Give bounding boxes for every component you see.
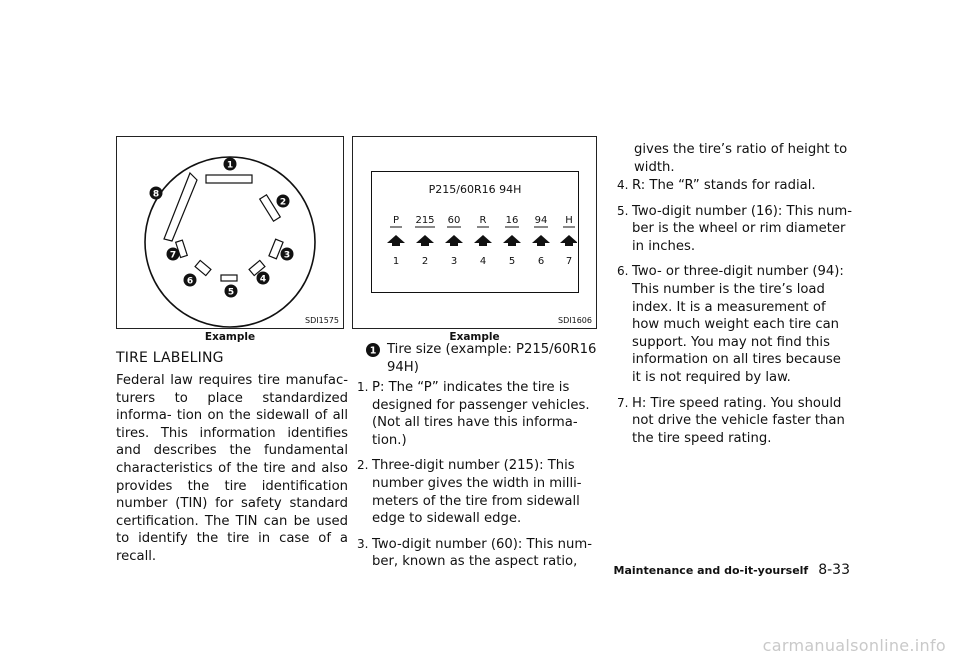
svg-text:8: 8 xyxy=(152,189,160,200)
item-list-middle xyxy=(357,379,597,571)
figure-code: SDI1606 xyxy=(558,316,592,325)
figure-tire-size xyxy=(352,136,597,329)
section-intro: Federal law requires tire manufac- turers to place standardized informa- tion on the sidewall of all tires. This information identifies and describes the fundamental characteristics of the tire and also provides the tire identification number (TIN) for safety standard certification. The TIN can be used to identify the tire in case of a recall. xyxy=(116,373,348,564)
item-number: 3. xyxy=(357,536,369,551)
marker-7 xyxy=(167,248,180,261)
svg-text:94: 94 xyxy=(534,215,548,226)
figure-caption: Example xyxy=(204,331,256,343)
svg-text:P: P xyxy=(392,215,400,226)
part-R xyxy=(474,215,492,267)
item-text: H: Tire speed rating. You should not drive the vehicle faster than the tire speed rating. xyxy=(632,395,845,446)
svg-text:16: 16 xyxy=(505,215,519,226)
svg-text:7: 7 xyxy=(565,256,573,267)
figure-caption: Example xyxy=(449,331,500,343)
svg-text:1: 1 xyxy=(369,345,377,357)
svg-text:5: 5 xyxy=(508,256,516,267)
svg-text:4: 4 xyxy=(479,256,487,267)
svg-text:2: 2 xyxy=(421,256,429,267)
marker-3 xyxy=(281,248,294,261)
list-item xyxy=(357,536,597,571)
list-item xyxy=(617,263,852,386)
part-P xyxy=(387,215,405,267)
svg-text:7: 7 xyxy=(169,250,177,261)
marker-2 xyxy=(277,195,290,208)
footer-section: Maintenance and do-it-yourself xyxy=(613,564,809,577)
list-item xyxy=(617,203,852,256)
item-number: 1. xyxy=(357,380,369,394)
part-94 xyxy=(532,215,550,267)
tire-size-label: P215/60R16 94H xyxy=(428,183,522,196)
item-number: 2. xyxy=(357,458,369,473)
label-block-1 xyxy=(206,175,252,183)
part-60 xyxy=(445,215,463,267)
list-item xyxy=(357,457,597,527)
label-block-6 xyxy=(195,260,211,275)
marker-1 xyxy=(224,158,237,171)
callout-text: Tire size (example: P215/60R16 94H) xyxy=(387,342,597,375)
part-H xyxy=(560,215,577,267)
svg-text:1: 1 xyxy=(226,160,234,171)
list-item xyxy=(617,177,852,195)
svg-text:6: 6 xyxy=(186,276,194,287)
item-number: 4. xyxy=(617,178,629,192)
section-heading: TIRE LABELING xyxy=(116,350,224,366)
part-215 xyxy=(415,215,435,267)
label-block-5 xyxy=(221,275,237,281)
page-footer xyxy=(614,562,850,578)
marker-5 xyxy=(225,285,238,298)
figure-sidewall xyxy=(116,136,344,329)
svg-text:2: 2 xyxy=(279,197,287,208)
item-number: 5. xyxy=(617,203,629,218)
item-number: 7. xyxy=(617,395,629,410)
item-text: R: The “R” stands for radial. xyxy=(632,178,816,193)
figure-code: SDI1575 xyxy=(305,316,339,325)
list-item xyxy=(357,379,597,449)
item-text: Two- or three-digit number (94): This number is the tire’s load index. It is a measurement of how much weight each tire can support. You may not find this information on all tires because it is not required by law. xyxy=(632,264,844,385)
watermark: carmanualsonline.info xyxy=(762,636,946,655)
item-text: Two-digit number (60): This num- ber, known as the aspect ratio, xyxy=(372,536,592,570)
svg-text:5: 5 xyxy=(227,287,235,298)
callout-item xyxy=(365,341,597,376)
sidewall-diagram xyxy=(117,137,343,328)
marker-8 xyxy=(150,187,163,200)
item-text: P: The “P” indicates the tire is designed for passenger vehicles. (Not all tires have this informa- tion.) xyxy=(372,380,590,448)
callout-marker xyxy=(365,342,381,358)
item-text: Three-digit number (215): This number gives the width in milli- meters of the tire from sidewall edge to sidewall edge. xyxy=(372,458,582,527)
svg-text:6: 6 xyxy=(537,256,545,267)
continuation-text: gives the tire’s ratio of height to width. xyxy=(634,142,848,175)
marker-6 xyxy=(184,274,197,287)
list-item xyxy=(617,395,852,448)
svg-text:215: 215 xyxy=(415,215,435,226)
svg-text:4: 4 xyxy=(259,274,267,285)
svg-text:60: 60 xyxy=(447,215,461,226)
item-list-right xyxy=(617,177,852,447)
item-text: Two-digit number (16): This num- ber is the wheel or rim diameter in inches. xyxy=(632,203,852,254)
svg-text:R: R xyxy=(479,215,487,226)
tire-size-panel xyxy=(371,171,579,293)
svg-text:3: 3 xyxy=(283,250,291,261)
marker-4 xyxy=(257,272,270,285)
tire-size-breakdown xyxy=(372,202,577,292)
page-number: 8-33 xyxy=(818,562,850,578)
svg-text:3: 3 xyxy=(450,256,458,267)
svg-text:H: H xyxy=(565,215,573,226)
item-number: 6. xyxy=(617,264,629,279)
svg-text:1: 1 xyxy=(392,256,400,267)
part-16 xyxy=(503,215,521,267)
